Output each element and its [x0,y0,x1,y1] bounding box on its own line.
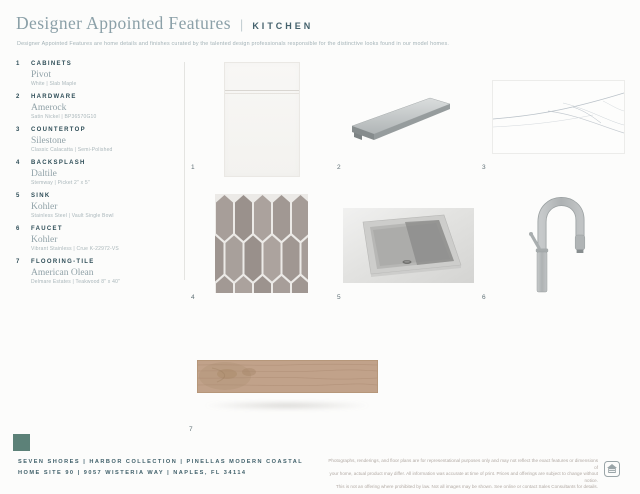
gallery-number-1: 1 [191,164,195,171]
gallery-number-6: 6 [482,294,486,301]
disclaimer-line: Photographs, renderings, and floor plans are for representational purposes only and may not reflect the exact features or dimensions of [328,458,598,470]
item-number: 6 [16,226,20,232]
spec-item-backsplash [16,159,180,187]
header [16,13,313,34]
item-category: COUNTERTOP [31,127,86,133]
page-title: Designer Appointed Features [16,13,231,33]
item-number: 7 [16,259,20,265]
sink-graphic [343,208,474,283]
item-spec: White | Slab Maple [31,81,77,87]
item-category: FAUCET [31,226,63,232]
footer-community-info [18,459,303,480]
item-brand: Silestone [31,136,66,146]
wood-plank-graphic [197,360,378,393]
item-category: SINK [31,193,51,199]
disclaimer-line: your home, actual product may differ. All information was accurate at time of print. Prices and offerings are subject to change without notice. [329,471,598,483]
community-line: SEVEN SHORES | HARBOR COLLECTION | PINELLAS MODERN COASTAL [18,459,304,465]
title-separator: | [239,17,244,32]
item-spec: Stemway | Picket 2" x 5" [31,180,90,186]
item-brand: Amerock [31,103,67,113]
item-number: 5 [16,193,20,199]
item-number: 2 [16,94,20,100]
item-spec: Delmare Estates | Teakwood 8" x 40" [31,279,121,285]
countertop-swatch [492,80,625,154]
gallery-number-7: 7 [189,426,193,433]
spec-item-sink [16,192,180,220]
faucet-photo [527,186,593,293]
brand-mark [13,434,30,451]
item-brand: Kohler [31,235,58,245]
item-spec: Satin Nickel | BP36570G10 [31,114,97,120]
disclaimer [326,458,598,491]
gallery-number-5: 5 [337,294,341,301]
edge-pull-graphic [346,90,463,142]
item-brand: American Olean [31,268,94,278]
item-category: HARDWARE [31,94,77,100]
spec-item-hardware [16,93,180,121]
cabinet-drawer-line [225,90,299,91]
item-spec: Vibrant Stainless | Crue K-22972-VS [31,246,119,252]
address-line: HOME SITE 90 | 9057 WISTERIA WAY | NAPLES, FL 34114 [18,469,247,476]
item-category: BACKSPLASH [31,160,86,166]
equal-housing-icon [604,461,620,477]
marble-vein-graphic [493,81,624,153]
picket-tile-graphic [215,194,308,293]
gallery-number-4: 4 [191,294,195,301]
cabinet-photo [224,62,300,177]
item-brand: Pivot [31,70,52,80]
hardware-photo [346,90,463,142]
spec-item-cabinets [16,60,180,88]
flooring-swatch [197,360,378,393]
section-label: KITCHEN [252,21,314,31]
spec-list [16,60,180,291]
item-spec: Stainless Steel | Vault Single Bowl [31,213,114,219]
item-number: 4 [16,160,20,166]
gallery-number-3: 3 [482,164,486,171]
spec-item-flooring [16,258,180,286]
page-subtitle: Designer Appointed Features are home details and finishes curated by the talented design professionals responsible for the distinctive looks found in our model homes. [17,41,450,47]
item-category: CABINETS [31,61,73,67]
item-number: 3 [16,127,20,133]
spec-item-faucet [16,225,180,253]
item-spec: Classic Calacatta | Semi-Polished [31,147,113,153]
item-brand: Daltile [31,169,57,179]
backsplash-swatch [215,194,308,293]
gallery-number-2: 2 [337,164,341,171]
item-brand: Kohler [31,202,58,212]
plank-shadow [202,401,372,410]
faucet-graphic [527,186,593,293]
disclaimer-line: This is not an offering where prohibited by law. Not all images may be shown. See online or contact Sales Consultants for details. [335,484,598,490]
sink-photo [343,208,474,283]
vertical-divider [184,62,185,280]
item-number: 1 [16,61,20,67]
spec-item-countertop [16,126,180,154]
item-category: FLOORING-TILE [31,259,95,265]
